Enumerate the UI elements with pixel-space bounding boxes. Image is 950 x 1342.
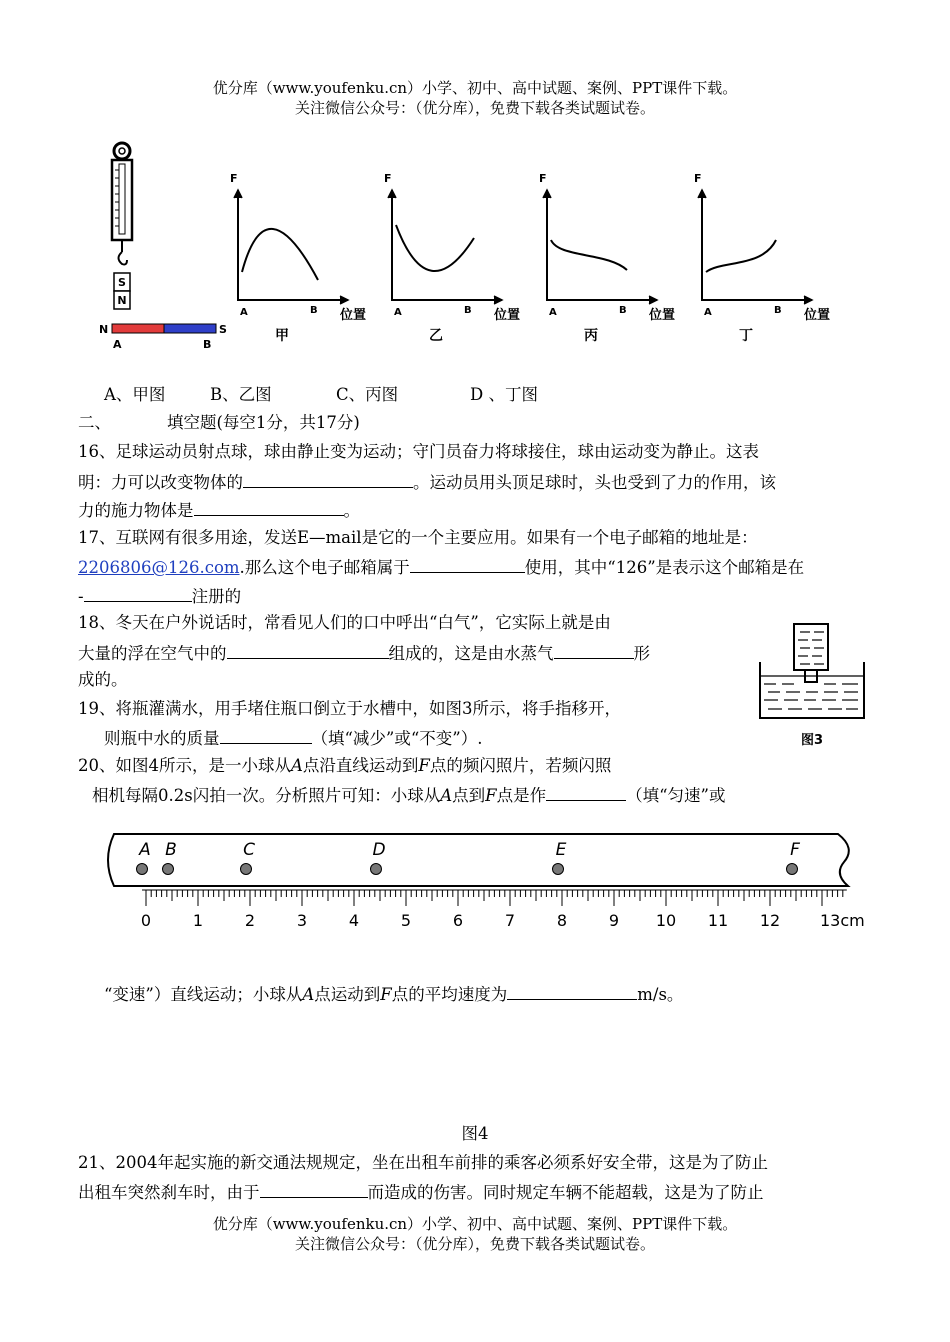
q19-line-2 xyxy=(104,727,904,749)
tick-label-5: 5 xyxy=(400,911,412,930)
q20-text-2a: 相机每隔0.2s闪拍一次。分析照片可知：小球从 xyxy=(92,786,441,805)
y-arrow xyxy=(698,190,706,198)
q18-line-3: 成的。 xyxy=(78,670,128,689)
q20-point-a-1: A xyxy=(291,756,303,775)
graph-axes xyxy=(238,190,348,300)
q16-line-3 xyxy=(78,499,878,521)
q17-blank-1[interactable] xyxy=(410,556,525,573)
graph-4 xyxy=(694,172,830,344)
figure-4-strobe-ruler xyxy=(96,824,866,944)
q19-line-1: 19、将瓶灌满水，用手堵住瓶口倒立于水槽中，如图3所示，将手指移开， xyxy=(78,699,621,718)
ball-label-a: A xyxy=(139,840,151,860)
option-a[interactable]: A、甲图 xyxy=(104,385,166,404)
tick-label-3: 3 xyxy=(296,911,308,930)
tick-label-7: 7 xyxy=(504,911,516,930)
q18-blank-2[interactable] xyxy=(554,642,634,659)
q21-text-2a: 出租车突然刹车时，由于 xyxy=(78,1183,260,1202)
q20-point-a-2: A xyxy=(440,786,453,805)
q20-text-1a: 20、如图4所示，是一小球从 xyxy=(78,756,291,775)
section-2-number: 二、 xyxy=(78,413,111,432)
photo-strip xyxy=(108,834,849,886)
q18-text-2b: 组成的，这是由水蒸气 xyxy=(388,644,554,663)
graph-axes xyxy=(392,190,502,300)
x-arrow xyxy=(804,296,812,304)
q20-text-3d: m/s。 xyxy=(637,985,684,1004)
ball-a xyxy=(137,864,148,875)
q16-text-2b: 。运动员用头顶足球时，头也受到了力的作用，该 xyxy=(413,473,776,492)
q20-blank-2[interactable] xyxy=(507,983,637,1000)
force-curve xyxy=(706,240,776,272)
q20-text-3b: 点运动到 xyxy=(314,985,381,1004)
ruler-ticks xyxy=(142,890,847,906)
tick-label-1: 1 xyxy=(192,911,204,930)
q21-text-2b: 而造成的伤害。同时规定车辆不能超载，这是为了防止 xyxy=(367,1183,764,1202)
figure-3-label: 图3 xyxy=(800,733,824,748)
header-line-1: 优分库（www.youfenku.cn）小学、初中、高中试题、案例、PPT课件下载。 xyxy=(212,79,738,97)
tick-label-2: 2 xyxy=(244,911,256,930)
section-2-title: 填空题(每空1分，共17分) xyxy=(167,413,360,432)
x-arrow xyxy=(649,296,657,304)
tick-label-8: 8 xyxy=(556,911,568,930)
q18-text-2c: 形 xyxy=(633,644,650,663)
q17-text-2a: .那么这个电子邮箱属于 xyxy=(239,558,410,577)
x-axis-label: 位置 xyxy=(340,308,367,323)
bar-magnet xyxy=(99,323,227,351)
q16-blank-2[interactable] xyxy=(194,499,344,516)
graph-point-b: B xyxy=(310,305,318,316)
graph-3 xyxy=(539,172,675,344)
q20-point-f-1: F xyxy=(418,756,430,775)
magnet-point-a: A xyxy=(113,338,122,351)
q19-text-2a: 则瓶中水的质量 xyxy=(104,729,220,748)
ball-label-b: B xyxy=(165,840,177,860)
magnet-point-b: B xyxy=(203,338,212,351)
q20-line-3 xyxy=(104,983,904,1005)
section-2-heading xyxy=(78,413,878,433)
q17-line-3 xyxy=(78,585,878,607)
q20-line-1 xyxy=(78,756,878,776)
tick-label-12: 12 xyxy=(759,911,781,930)
magnet-s-pole: S xyxy=(219,323,227,336)
q20-text-3c: 点的平均速度为 xyxy=(391,985,508,1004)
ball-d xyxy=(371,864,382,875)
y-arrow xyxy=(543,190,551,198)
ball-c xyxy=(241,864,252,875)
q16-text-3a: 力的施力物体是 xyxy=(78,501,194,520)
force-curve xyxy=(396,225,474,271)
y-axis-label: F xyxy=(694,172,702,185)
option-b[interactable]: B、乙图 xyxy=(210,385,272,404)
x-arrow xyxy=(494,296,502,304)
q20-point-f-2: F xyxy=(485,786,497,805)
q18-line-1: 18、冬天在户外说话时，常看见人们的口中呼出“白气”，它实际上就是由 xyxy=(78,613,611,632)
graph-name: 丙 xyxy=(584,328,598,344)
graph-name: 乙 xyxy=(429,328,443,344)
graph-point-a: A xyxy=(394,307,402,318)
tick-label-13: 13cm xyxy=(820,911,865,930)
ball-label-f: F xyxy=(790,840,800,860)
q20-text-2b: 点到 xyxy=(452,786,486,805)
x-axis-label: 位置 xyxy=(804,308,831,323)
q16-line-2 xyxy=(78,471,878,493)
tick-label-11: 11 xyxy=(707,911,729,930)
q20-text-1b: 点沿直线运动到 xyxy=(302,756,419,775)
q18-text-2a: 大量的浮在空气中的 xyxy=(78,644,227,663)
force-curve xyxy=(551,240,627,270)
q16-text-2a: 明：力可以改变物体的 xyxy=(78,473,243,492)
q17-blank-2[interactable] xyxy=(84,585,192,602)
graph-point-a: A xyxy=(704,307,712,318)
graph-point-b: B xyxy=(619,305,627,316)
q17-text-3a: - xyxy=(78,587,84,606)
q16-text-3b: 。 xyxy=(343,501,360,520)
q21-line-1: 21、2004年起实施的新交通法规规定，坐在出租车前排的乘客必须系好安全带，这是为了防止 xyxy=(78,1153,768,1172)
tick-label-10: 10 xyxy=(655,911,677,930)
q20-text-2d: （填“匀速”或 xyxy=(626,786,726,805)
ball-e xyxy=(553,864,564,875)
ball-label-e: E xyxy=(555,840,567,860)
header-line-2: 关注微信公众号：（优分库），免费下载各类试题试卷。 xyxy=(294,99,655,117)
force-curve xyxy=(242,229,318,280)
q20-blank-1[interactable] xyxy=(546,784,626,801)
graph-1 xyxy=(230,172,366,344)
graph-axes xyxy=(547,190,657,300)
footer-line-1: 优分库（www.youfenku.cn）小学、初中、高中试题、案例、PPT课件下载。 xyxy=(212,1215,738,1233)
email-link[interactable]: 2206806@126.com xyxy=(78,558,240,577)
footer-line-2: 关注微信公众号：（优分库），免费下载各类试题试卷。 xyxy=(294,1235,655,1253)
option-c[interactable]: C、丙图 xyxy=(336,385,399,404)
ball-b xyxy=(163,864,174,875)
q17-text-3b: 注册的 xyxy=(191,587,242,606)
q20-text-1c: 点的频闪照片，若频闪照 xyxy=(429,756,612,775)
q17-line-1: 17、互联网有很多用途，发送E—mail是它的一个主要应用。如果有一个电子邮箱的地址是： xyxy=(78,528,758,547)
graph-point-a: A xyxy=(240,307,248,318)
q20-point-a-3: A xyxy=(302,985,315,1004)
y-arrow xyxy=(388,190,396,198)
q20-line-2 xyxy=(92,784,892,806)
graph-point-a: A xyxy=(549,307,557,318)
ball-f xyxy=(787,864,798,875)
y-arrow xyxy=(234,190,242,198)
ball-label-c: C xyxy=(243,840,255,860)
q16-blank-1[interactable] xyxy=(243,471,413,488)
graph-2 xyxy=(384,172,520,344)
graph-axes xyxy=(702,190,812,300)
tick-label-9: 9 xyxy=(608,911,620,930)
q18-blank-1[interactable] xyxy=(227,642,389,659)
tick-label-6: 6 xyxy=(452,911,464,930)
q17-line-2 xyxy=(78,556,878,578)
graph-name: 丁 xyxy=(739,328,753,344)
q16-line-1: 16、足球运动员射点球，球由静止变为运动；守门员奋力将球接住，球由运动变为静止。这表 xyxy=(78,442,759,461)
y-axis-label: F xyxy=(230,172,238,185)
force-position-figure xyxy=(95,140,855,355)
tick-label-0: 0 xyxy=(140,911,152,930)
x-axis-label: 位置 xyxy=(494,308,521,323)
upper-magnet-n-label: N xyxy=(117,294,127,307)
graph-name: 甲 xyxy=(275,328,289,344)
q21-blank-1[interactable] xyxy=(260,1181,368,1198)
q20-text-2c: 点是作 xyxy=(496,786,547,805)
q17-text-2b: 使用，其中“126”是表示这个邮箱是在 xyxy=(524,558,805,577)
q20-point-f-3: F xyxy=(380,985,392,1004)
x-axis-label: 位置 xyxy=(649,308,676,323)
upper-magnet-s-label: S xyxy=(118,276,126,289)
ruler-tick-labels xyxy=(141,911,865,930)
graph-point-b: B xyxy=(464,305,472,316)
q19-text-2b: （填“减少”或“不变”）. xyxy=(311,729,483,748)
q19-blank-1[interactable] xyxy=(220,727,312,744)
y-axis-label: F xyxy=(384,172,392,185)
graphs-group xyxy=(230,172,830,344)
graph-point-b: B xyxy=(774,305,782,316)
option-d[interactable]: D 、丁图 xyxy=(470,385,538,404)
ball-label-d: D xyxy=(372,840,386,860)
x-arrow xyxy=(340,296,348,304)
q21-line-2 xyxy=(78,1181,878,1203)
y-axis-label: F xyxy=(539,172,547,185)
figure-4-caption: 图4 xyxy=(461,1124,489,1143)
tick-label-4: 4 xyxy=(348,911,360,930)
spring-scale xyxy=(112,143,132,309)
magnet-n-pole: N xyxy=(99,323,109,336)
q20-text-3a: “变速”）直线运动；小球从 xyxy=(104,985,303,1004)
